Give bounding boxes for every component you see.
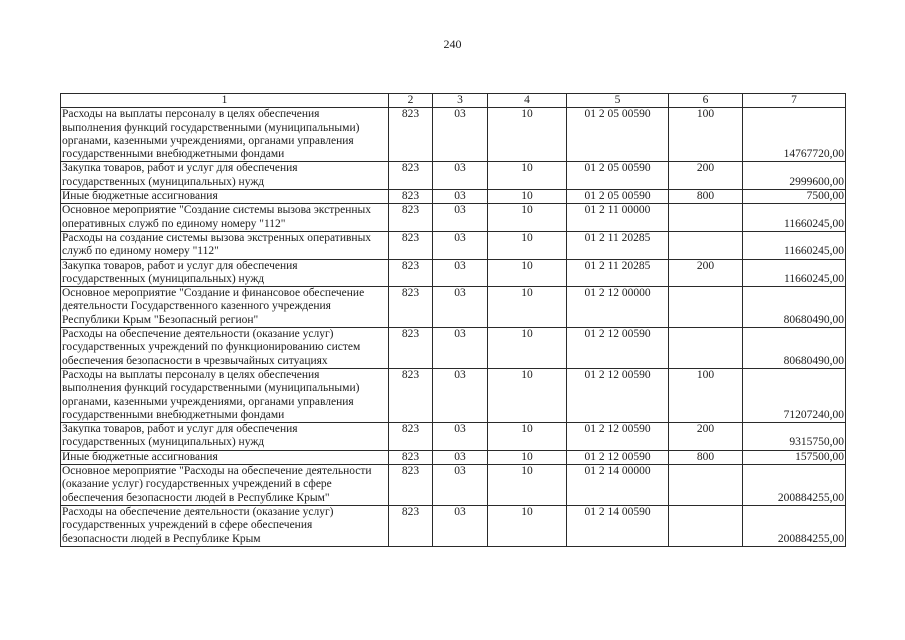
column-2-value: 823 (389, 259, 433, 287)
line-item-text: Основное мероприятие "Создание системы вызова экстренных оперативных служб по единому номеру "112" (61, 204, 389, 232)
column-7-amount: 2999600,00 (743, 162, 846, 190)
column-4-value: 10 (488, 505, 567, 546)
page-number: 240 (443, 37, 462, 51)
column-5-value: 01 2 12 00000 (567, 287, 669, 328)
column-2-value: 823 (389, 450, 433, 464)
table-row (61, 505, 846, 546)
table-row (61, 259, 846, 287)
table-header-row (61, 94, 846, 108)
column-6-value: 200 (669, 423, 743, 451)
column-7-amount: 200884255,00 (743, 505, 846, 546)
budget-table (60, 93, 846, 547)
column-7-amount: 11660245,00 (743, 231, 846, 259)
column-2-value: 823 (389, 287, 433, 328)
column-3-value: 03 (433, 465, 488, 506)
column-4-value: 10 (488, 465, 567, 506)
column-7-amount: 11660245,00 (743, 259, 846, 287)
column-5-value: 01 2 12 00590 (567, 450, 669, 464)
header-col-1: 1 (61, 94, 389, 108)
column-6-value (669, 231, 743, 259)
line-item-text: Расходы на обеспечение деятельности (оказание услуг) государственных учреждений по функционированию систем обеспечения безопасности в чрезвычайных ситуациях (61, 328, 389, 369)
column-6-value (669, 204, 743, 232)
table-row (61, 328, 846, 369)
column-6-value (669, 505, 743, 546)
table-row (61, 450, 846, 464)
column-5-value: 01 2 05 00590 (567, 162, 669, 190)
table-row (61, 465, 846, 506)
column-3-value: 03 (433, 368, 488, 422)
column-6-value: 100 (669, 368, 743, 422)
line-item-text: Иные бюджетные ассигнования (61, 450, 389, 464)
column-5-value: 01 2 14 00000 (567, 465, 669, 506)
column-3-value: 03 (433, 190, 488, 204)
column-2-value: 823 (389, 204, 433, 232)
column-2-value: 823 (389, 190, 433, 204)
column-5-value: 01 2 11 20285 (567, 231, 669, 259)
line-item-text: Расходы на обеспечение деятельности (оказание услуг) государственных учреждений в сфере обеспечения безопасности людей в Республике Крым (61, 505, 389, 546)
header-col-7: 7 (743, 94, 846, 108)
column-3-value: 03 (433, 328, 488, 369)
line-item-text: Закупка товаров, работ и услуг для обеспечения государственных (муниципальных) нужд (61, 259, 389, 287)
column-7-amount: 71207240,00 (743, 368, 846, 422)
table-row (61, 108, 846, 162)
line-item-text: Расходы на создание системы вызова экстренных оперативных служб по единому номеру "112" (61, 231, 389, 259)
header-col-2: 2 (389, 94, 433, 108)
column-7-amount: 11660245,00 (743, 204, 846, 232)
column-2-value: 823 (389, 231, 433, 259)
column-7-amount: 157500,00 (743, 450, 846, 464)
column-4-value: 10 (488, 287, 567, 328)
column-2-value: 823 (389, 423, 433, 451)
header-col-4: 4 (488, 94, 567, 108)
column-4-value: 10 (488, 368, 567, 422)
column-5-value: 01 2 11 00000 (567, 204, 669, 232)
column-3-value: 03 (433, 204, 488, 232)
column-4-value: 10 (488, 259, 567, 287)
column-3-value: 03 (433, 231, 488, 259)
column-5-value: 01 2 12 00590 (567, 423, 669, 451)
column-7-amount: 14767720,00 (743, 108, 846, 162)
column-6-value: 800 (669, 190, 743, 204)
column-4-value: 10 (488, 450, 567, 464)
column-4-value: 10 (488, 162, 567, 190)
column-2-value: 823 (389, 505, 433, 546)
column-2-value: 823 (389, 108, 433, 162)
line-item-text: Расходы на выплаты персоналу в целях обеспечения выполнения функций государственными (муниципальными) органами, казенными учреждениями, органами управления государственными внебюджетными фондами (61, 108, 389, 162)
column-3-value: 03 (433, 505, 488, 546)
column-6-value (669, 465, 743, 506)
line-item-text: Закупка товаров, работ и услуг для обеспечения государственных (муниципальных) нужд (61, 423, 389, 451)
column-3-value: 03 (433, 423, 488, 451)
column-5-value: 01 2 11 20285 (567, 259, 669, 287)
table-row (61, 368, 846, 422)
table-row (61, 162, 846, 190)
column-7-amount: 9315750,00 (743, 423, 846, 451)
column-6-value: 200 (669, 162, 743, 190)
column-5-value: 01 2 12 00590 (567, 328, 669, 369)
column-4-value: 10 (488, 190, 567, 204)
column-5-value: 01 2 05 00590 (567, 190, 669, 204)
column-3-value: 03 (433, 162, 488, 190)
column-3-value: 03 (433, 287, 488, 328)
column-4-value: 10 (488, 231, 567, 259)
column-6-value (669, 328, 743, 369)
column-2-value: 823 (389, 368, 433, 422)
line-item-text: Расходы на выплаты персоналу в целях обеспечения выполнения функций государственными (муниципальными) органами, казенными учреждениями, органами управления государственными внебюджетными фондами (61, 368, 389, 422)
line-item-text: Основное мероприятие "Расходы на обеспечение деятельности (оказание услуг) государственных учреждений в сфере обеспечения безопасности людей в Республике Крым" (61, 465, 389, 506)
column-4-value: 10 (488, 328, 567, 369)
line-item-text: Закупка товаров, работ и услуг для обеспечения государственных (муниципальных) нужд (61, 162, 389, 190)
line-item-text: Иные бюджетные ассигнования (61, 190, 389, 204)
column-3-value: 03 (433, 108, 488, 162)
column-3-value: 03 (433, 259, 488, 287)
column-6-value (669, 287, 743, 328)
line-item-text: Основное мероприятие "Создание и финансовое обеспечение деятельности Государственного казенного учреждения Республики Крым "Безопасный регион" (61, 287, 389, 328)
column-4-value: 10 (488, 423, 567, 451)
column-7-amount: 7500,00 (743, 190, 846, 204)
column-5-value: 01 2 14 00590 (567, 505, 669, 546)
column-6-value: 100 (669, 108, 743, 162)
column-2-value: 823 (389, 328, 433, 369)
column-2-value: 823 (389, 162, 433, 190)
column-4-value: 10 (488, 204, 567, 232)
table-row (61, 204, 846, 232)
table-row (61, 190, 846, 204)
column-4-value: 10 (488, 108, 567, 162)
header-col-5: 5 (567, 94, 669, 108)
header-col-3: 3 (433, 94, 488, 108)
column-3-value: 03 (433, 450, 488, 464)
column-7-amount: 80680490,00 (743, 328, 846, 369)
column-5-value: 01 2 12 00590 (567, 368, 669, 422)
column-5-value: 01 2 05 00590 (567, 108, 669, 162)
column-2-value: 823 (389, 465, 433, 506)
table-row (61, 423, 846, 451)
header-col-6: 6 (669, 94, 743, 108)
column-7-amount: 200884255,00 (743, 465, 846, 506)
table-row (61, 231, 846, 259)
column-6-value: 200 (669, 259, 743, 287)
column-6-value: 800 (669, 450, 743, 464)
table-row (61, 287, 846, 328)
column-7-amount: 80680490,00 (743, 287, 846, 328)
